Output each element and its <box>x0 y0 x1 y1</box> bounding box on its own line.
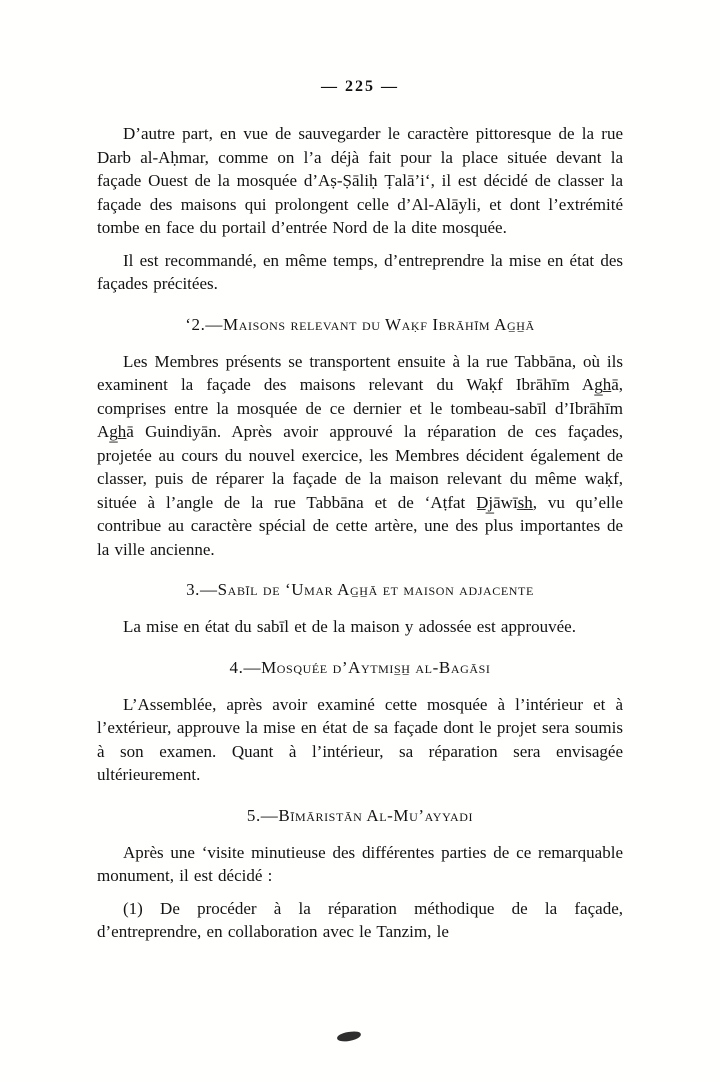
paragraph-rue-tabbana: Les Membres présents se transportent ensuite à la rue Tabbāna, où ils examinent la façade des maisons relevant du Waḳf Ibrāhīm Ag̲h̲ā, comprises entre la mosquée de ce dernier et le tombeau-sabīl d’Ibrāhīm Ag̲h̲ā Guindiyān. Après avoir approuvé la réparation de ces façades, projetée au cours du nouvel exercice, les Membres décident également de classer, puis de réparer la façade de la maison relevant du même waḳf, située à l’angle de la rue Tabbāna et de ‘Aṭfat D̲j̲āwīs̲h̲, vu qu’elle contribue au caractère spécial de cette artère, une des plus importantes de la ville ancienne. <box>97 351 623 559</box>
paragraph-recommandation: Il est recommandé, en même temps, d’entreprendre la mise en état des façades précitées. <box>97 250 623 293</box>
section-heading-4-mosquee-aytmish: 4.—Mosquée d’Aytmis̲h̲ al-Bagāsi <box>229 657 491 677</box>
paragraph-reparation-facade: (1) De procéder à la réparation méthodique de la façade, d’entreprendre, en collaboration avec le Tanzim, le <box>97 898 623 941</box>
paragraph-darb-al-ahmar: D’autre part, en vue de sauvegarder le caractère pittoresque de la rue Darb al-Aḥmar, comme on l’a déjà fait pour la place située devant la façade Ouest de la mosquée d’Aṣ-Ṣāliḥ Ṭalā’i‘, il est décidé de classer la façade des maisons qui prolongent celle d’Al-Alāyli, et dont l’extrémité tombe en face du portail d’entrée Nord de la dite mosquée. <box>97 124 623 237</box>
paragraph-sabil-approuve: La mise en état du sabīl et de la maison y adossée est approuvée. <box>123 617 576 636</box>
section-heading-5-bimaristan-muayyadi: 5.—Bīmāristān Al-Mu’ayyadi <box>246 805 474 825</box>
paragraph-visite-minutieuse: Après une ‘visite minutieuse des différentes parties de ce remarquable monument, il est décidé : <box>97 842 623 885</box>
paragraph-assemblee-mosquee: L’Assemblée, après avoir examiné cette mosquée à l’intérieur et à l’extérieur, approuve la mise en état de sa façade dont le projet sera soumis à son examen. Quant à l’intérieur, sa réparation sera envisagée ultérieurement. <box>97 694 623 784</box>
scan-smudge-artifact <box>336 1030 361 1042</box>
section-heading-3-sabil-umar-agha: 3.—Sabīl de ‘Umar Ag̲h̲ā et maison adjacente <box>186 580 534 599</box>
section-heading-2-maisons-wakf-ibrahim-agha: ‘2.—Maisons relevant du Waḳf Ibrāhīm Ag̲h̲ā <box>185 314 535 334</box>
page-number: — 225 — <box>321 78 399 95</box>
